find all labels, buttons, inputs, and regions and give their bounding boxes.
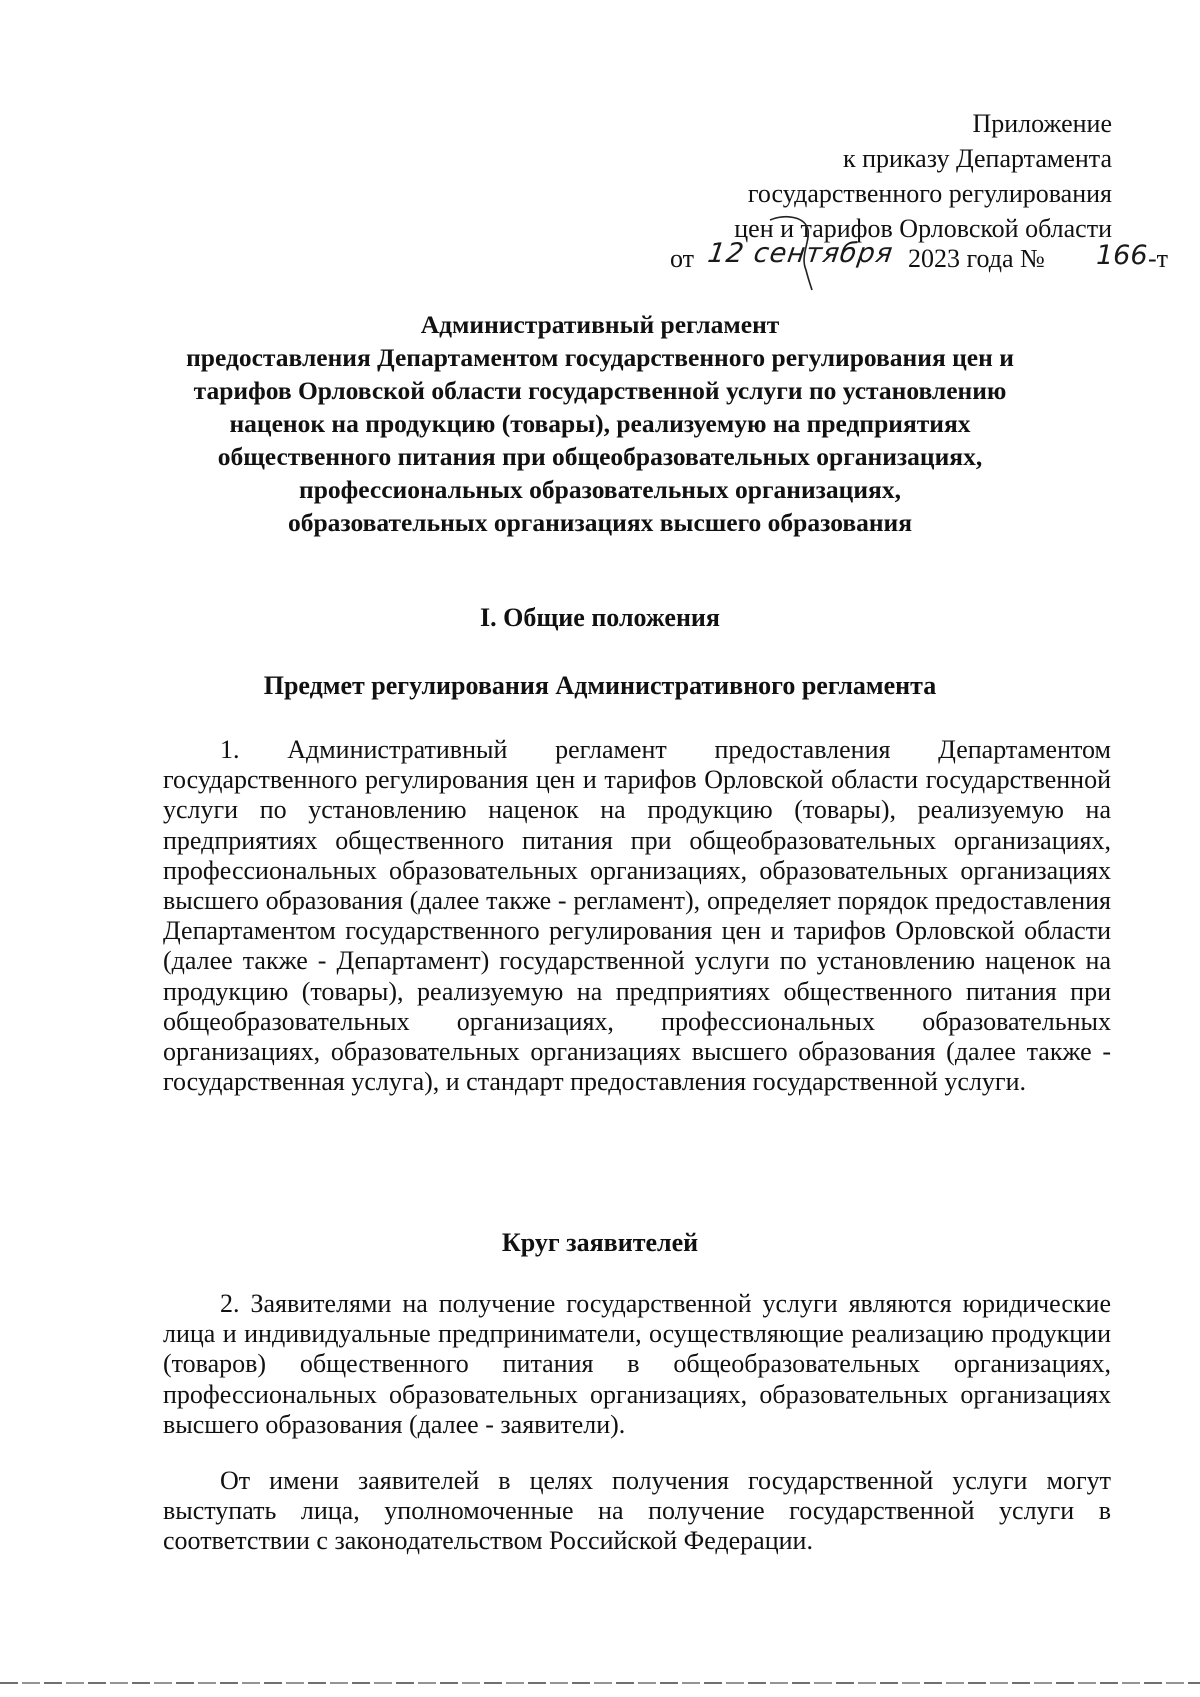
applicants-heading: Круг заявителей [501, 1228, 699, 1257]
document-title [100, 308, 1100, 539]
order-date-line [670, 238, 1200, 284]
paragraph-2: 2. Заявителями на получение государственной услуги являются юридические лица и индивидуальные предприниматели, осуществляющие реализацию продукции (товаров) общественного питания в общеобразовательных организациях, профессиональных образовательных организациях, образовательных организациях высшего образования (далее - заявители). [163, 1289, 1111, 1439]
paragraph-3: От имени заявителей в целях получения государственной услуги могут выступать лица, уполномоченные на получение государственной услуги в соответствии с законодательством Российской Федерации. [163, 1466, 1111, 1556]
appendix-line-2: к приказу Департамента [842, 144, 1112, 173]
appendix-line-4: цен и тарифов Орловской области [734, 214, 1112, 243]
subject-heading: Предмет регулирования Административного регламента [263, 671, 937, 700]
order-number-suffix: -т [1148, 244, 1169, 273]
title-line-2: предоставления Департаментом государственного регулирования цен и [186, 343, 1014, 372]
handwritten-date: 12 сентября [705, 238, 896, 269]
title-line-5: общественного питания при общеобразовательных организациях, [217, 442, 983, 471]
title-line-1: Административный регламент [420, 310, 780, 339]
appendix-line-1: Приложение [972, 109, 1112, 138]
title-line-6: профессиональных образовательных организациях, [299, 475, 901, 504]
section-heading: I. Общие положения [480, 603, 720, 632]
paragraph-1: 1. Административный регламент предоставления Департаментом государственного регулирования цен и тарифов Орловской области государственной услуги по установлению наценок на продукцию (товары), реализуемую на предприятиях общественного питания при общеобразовательных организациях, профессиональных образовательных организациях, образовательных организациях высшего образования (далее также - регламент), определяет порядок предоставления Департаментом государственного регулирования цен и тарифов Орловской области (далее также - Департамент) государственной услуги по установлению наценок на продукцию (товары), реализуемую на предприятиях общественного питания при общеобразовательных организациях, профессиональных образовательных организациях, образовательных организациях высшего образования (далее также - государственная услуга), и стандарт предоставления государственной услуги. [163, 735, 1111, 1097]
year-text: 2023 года № [908, 244, 1045, 273]
appendix-line-3: государственного регулирования [747, 179, 1112, 208]
appendix-header [552, 106, 1112, 246]
title-line-4: наценок на продукцию (товары), реализуемую на предприятиях [229, 409, 971, 438]
date-prefix: от [670, 244, 695, 273]
title-line-3: тарифов Орловской области государственной услуги по установлению [193, 376, 1007, 405]
signature-stroke-icon [760, 212, 830, 292]
title-line-7: образовательных организациях высшего образования [287, 508, 913, 537]
scan-bottom-edge [0, 1682, 1200, 1684]
handwritten-order-number: 166 [1096, 240, 1148, 271]
